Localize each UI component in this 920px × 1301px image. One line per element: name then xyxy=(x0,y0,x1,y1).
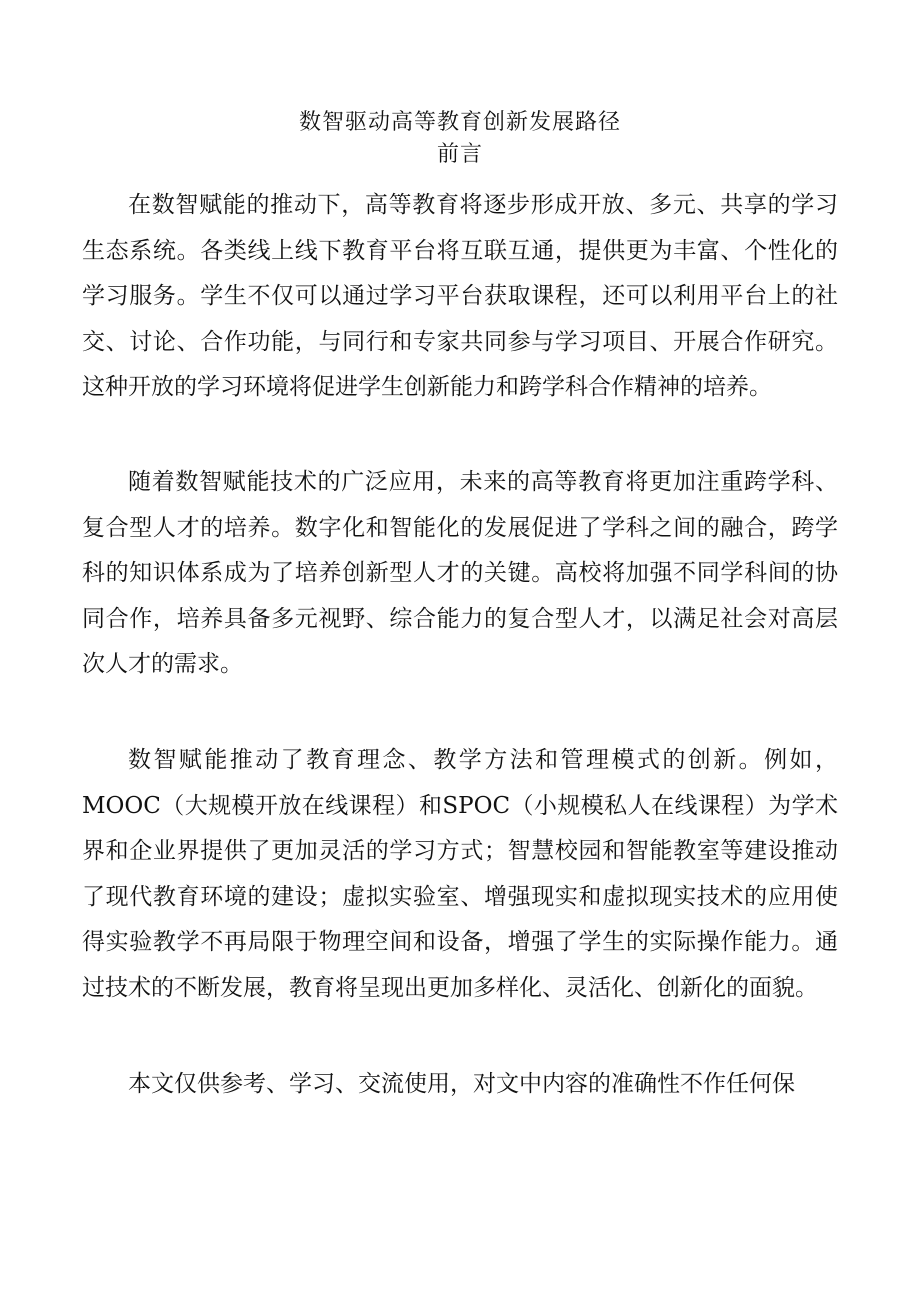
paragraph-2: 随着数智赋能技术的广泛应用，未来的高等教育将更加注重跨学科、复合型人才的培养。数字化和智能化的发展促进了学科之间的融合，跨学科的知识体系成为了培养创新型人才的关键。高校将加强不同学科间的协同合作，培养具备多元视野、综合能力的复合型人才，以满足社会对高层次人才的需求。 xyxy=(82,469,838,677)
document-subtitle: 前言 xyxy=(436,142,483,167)
document-title: 数智驱动高等教育创新发展路径 xyxy=(298,110,621,135)
paragraph-3: 数智赋能推动了教育理念、教学方法和管理模式的创新。例如，MOOC（大规模开放在线课程）和SPOC（小规模私人在线课程）为学术界和企业界提供了更加灵活的学习方式；智慧校园和智能教室等建设推动了现代教育环境的建设；虚拟实验室、增强现实和虚拟现实技术的应用使得实验教学不再局限于物理空间和设备，增强了学生的实际操作能力。通过技术的不断发展，教育将呈现出更加多样化、灵活化、创新化的面貌。 xyxy=(82,747,838,1001)
paragraph-4: 本文仅供参考、学习、交流使用，对文中内容的准确性不作任何保 xyxy=(128,1071,795,1097)
paragraph-1: 在数智赋能的推动下，高等教育将逐步形成开放、多元、共享的学习生态系统。各类线上线下教育平台将互联互通，提供更为丰富、个性化的学习服务。学生不仅可以通过学习平台获取课程，还可以利用平台上的社交、讨论、合作功能，与同行和专家共同参与学习项目、开展合作研究。这种开放的学习环境将促进学生创新能力和跨学科合作精神的培养。 xyxy=(82,192,838,400)
